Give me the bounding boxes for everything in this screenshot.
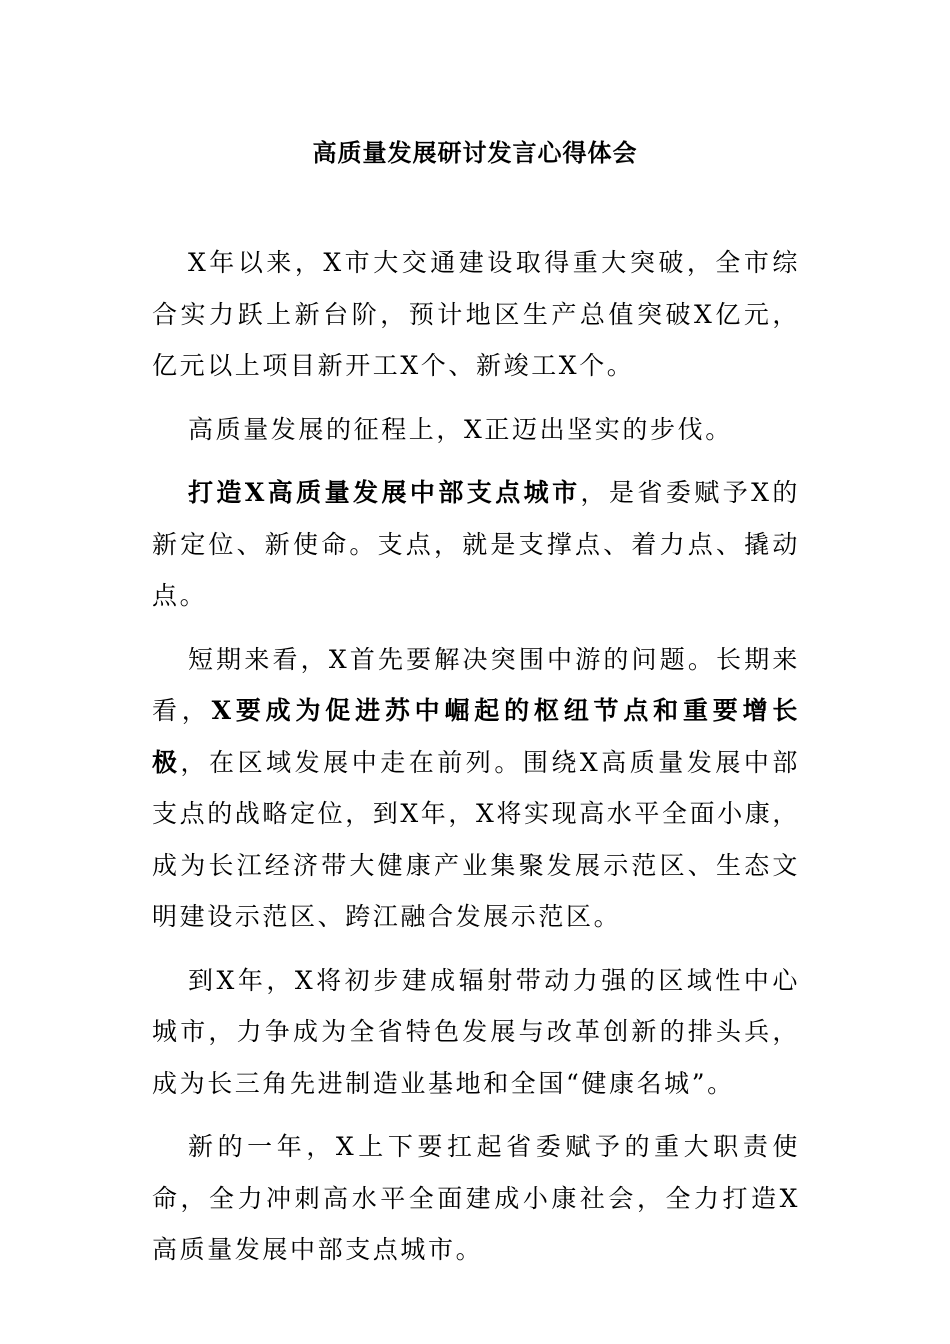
paragraph [152, 237, 800, 392]
paragraph-text: 到X年，X将初步建成辐射带动力强的区域性中心城市，力争成为全省特色发展与改革创新的排头兵，成为长三角先进制造业基地和全国“健康名城”。 [152, 965, 800, 1098]
bold-emphasis-text: X要成为促进苏中崛起的枢纽节点和重要增长极 [152, 696, 800, 777]
document-title: 高质量发展研讨发言心得体会 [312, 138, 638, 167]
paragraph-text: ，是省委赋予X的新定位、新使命。支点，就是支撑点、着力点、撬动点。 [152, 478, 800, 610]
paragraph-text: ，在区域发展中走在前列。围绕X高质量发展中部支点的战略定位，到X年，X将实现高水平全面小康，成为长江经济带大健康产业集聚发展示范区、生态文明建设示范区、跨江融合发展示范区。 [152, 747, 800, 931]
paragraph [152, 634, 800, 943]
paragraph [152, 467, 800, 622]
paragraph-text: X年以来，X市大交通建设取得重大突破，全市综合实力跃上新台阶，预计地区生产总值突破X亿元，亿元以上项目新开工X个、新竣工X个。 [152, 248, 800, 380]
paragraph [152, 1121, 800, 1276]
bold-emphasis-text: 打造X高质量发展中部支点城市 [188, 478, 581, 507]
paragraph-text: 短期来看，X首先要解决突围中游的问题。长期来看， [152, 644, 800, 725]
document-body [152, 237, 800, 1288]
paragraph [152, 404, 800, 456]
paragraph-text: 新的一年，X上下要扛起省委赋予的重大职责使命，全力冲刺高水平全面建成小康社会，全力打造X高质量发展中部支点城市。 [152, 1132, 800, 1264]
paragraph-text: 高质量发展的征程上，X正迈出坚实的步伐。 [188, 414, 733, 444]
paragraph [152, 955, 800, 1110]
